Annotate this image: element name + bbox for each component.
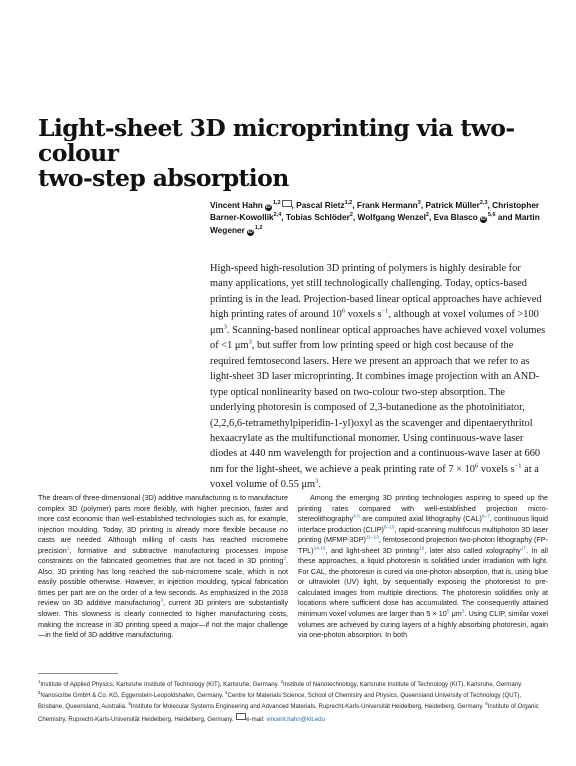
author-affiliation-marker: 3 (417, 200, 421, 207)
author-affiliation-marker: 2,3 (479, 200, 488, 207)
envelope-icon[interactable] (282, 200, 292, 207)
author-name[interactable]: Patrick Müller (425, 200, 480, 210)
paper-title (38, 113, 548, 192)
author-affiliation-marker: 5,6 (487, 212, 496, 219)
author-name[interactable]: Martin Wegener (210, 212, 540, 235)
title-line-1: Light-sheet 3D microprinting via two-colour (38, 113, 515, 167)
orcid-icon[interactable]: iD (480, 216, 486, 223)
author-list: Vincent Hahn iD$^{1,2}$ , Pascal Rietz$^{1,2}$, Frank Hermann$^3$, Patrick Müller$^{2,3}$, Christopher Barner-Kowollik$^{2,4}$, Tobias Schlöder$^2$, Wolfgang Wenzel$^2$, Eva Blasco iD$^{5,6}$ and Martin Wegener iD$^{1,2}$ (210, 200, 540, 235)
body-paragraph-2: Among the emerging 3D printing technologies aspiring to speed up the printing rates compared with well-established projection micro-stereolithography$^{4,5}$ are computed axial lithography (CAL)$^{6-7}$, continuous liquid interface production (CLIP)$^{8-10}$, rapid-scanning multifocus multiphoton 3D laser printing (MFMP-3DP)$^{11-13}$, femtosecond projection two-photon lithography $(FP-TPL)^{14,15}$, and light-sheet 3D printing$^{16}$, later also called xolography$^{17}$. In all these approaches, a liquid photoresin is solidified under irradiation with light. For CAL, the photoresin is cured via one-photon absorption, that is, using blue or ultraviolet (UV) light, by sequentially exposing the photoresist to pre-calculated images from multiple directions. The photoresin solidifies only at locations where sufficient dose has accumulated. The consequently attained minimum voxel volumes are larger than $5 \times 10^5$ $\mu m^3$. Using CLIP, similar voxel volumes are achieved by curing layers of a highly absorbing photoresin, again via one-photon absorption. In both (298, 493, 548, 640)
author-name[interactable]: Tobias Schlöder (285, 212, 350, 223)
author-affiliation-marker: 2,4 (273, 212, 282, 219)
body-paragraph-1: The dream of three-dimensional (3D) additive manufacturing is to manufacture complex 3D (polymer) parts more flexibly, with higher precision, faster and more cost economic than well-established technologies such as, for example, injection moulding. Today, 3D printing is already more flexible because no casts are needed. Although milling of casts has reached micrometre precision$^1$, formative and subtractive manufacturing processes impose constraints on the fabricated geometries that are not faced in 3D printing$^2$. Also, 3D printing has long reached the sub-micrometre scale, which is not easily possible otherwise. However, in injection moulding, typical fabrication times per part are on the order of a few seconds. As emphasized in the 2018 review on 3D additive manufacturing$^3$, current 3D printers are substantially slower. This slowness is clearly connected to higher manufacturing costs, making the increase in 3D printing speed a major—if not the major challenge—in the field of 3D additive manufacturing. (38, 493, 288, 640)
author-name[interactable]: Christopher Barner-Kowollik (210, 200, 540, 223)
orcid-icon[interactable]: iD (265, 204, 271, 210)
author-name[interactable]: Pascal Rietz (296, 200, 345, 210)
author-name[interactable]: Eva Blasco (433, 212, 478, 223)
abstract-text: High-speed high-resolution 3D printing of polymers is highly desirable for many applications, yet still technologically challenging. Today, optics-based printing is in the lead. Projection-based linear optical approaches have achieved high printing rates of around $10^6$ voxels $s^{-1}$, although at voxel volumes of >100 $\mu m^3$. Scanning-based nonlinear optical approaches have achieved voxel volumes of <1 $\mu m^3$, but suffer from low printing speed or high cost because of the required femtosecond lasers. Here we present an approach that we refer to as light-sheet 3D laser microprinting. It combines image projection with an AND-type optical nonlinearity based on two-colour two-step absorption. The underlying photoresin is composed of 2,3-butanedione as the photoinitiator, (2,2,6,6-tetramethylpiperidin-1-yl)oxyl as the scavenger and dipentaerythritol hexaacrylate as the multifunctional monomer. Using continuous-wave laser diodes at 440 nm wavelength for projection and a continuous-wave laser at 660 nm for the light-sheet, we achieve a peak printing rate of $7 \times 10^6$ voxels $s^{-1}$ at a voxel volume of 0.55 $\mu m^3$. (210, 263, 546, 491)
author-affiliation-marker: 1,2 (344, 200, 353, 207)
author-affiliation-marker: 2 (349, 212, 353, 219)
affiliations: $^1$Institute of Applied Physics, Karlsruhe Institute of Technology (KIT), Karlsruhe, Germany. $^2$Institute of Nanotechnology, Karlsruhe Institute of Technology (KIT), Karlsruhe, Germany. $^3$Nanoscribe GmbH & Co. KG, Eggenstein-Leopoldshafen, Germany. $^4$Centre for Materials Science, School of Chemistry and Physics, Queensland University of Technology (QUT), Brisbane, Queensland, Australia. $^5$Institute for Molecular Systems Engineering and Advanced Materials, Ruprecht-Karls-Universität Heidelberg, Heidelberg, Germany. $^6$Institute of Organic Chemistry, Ruprecht-Karls-Universität Heidelberg, Heidelberg, Germany. e-mail: vincent.hahn@kit.edu (38, 678, 539, 723)
orcid-icon[interactable]: iD (247, 228, 253, 235)
author-affiliation-marker: 2 (425, 212, 429, 219)
body-column-left (38, 493, 288, 641)
author-affiliation-marker: 1,2 (272, 200, 281, 207)
author-name[interactable]: Vincent Hahn (210, 200, 263, 210)
author-affiliation-marker: 1,2 (254, 225, 263, 232)
author-name[interactable]: Wolfgang Wenzel (357, 212, 426, 223)
footnote-divider (38, 673, 118, 674)
body-column-right (298, 493, 548, 641)
abstract (210, 261, 546, 493)
title-line-2: two-step absorption (38, 163, 289, 192)
author-name[interactable]: Frank Hermann (356, 200, 418, 210)
